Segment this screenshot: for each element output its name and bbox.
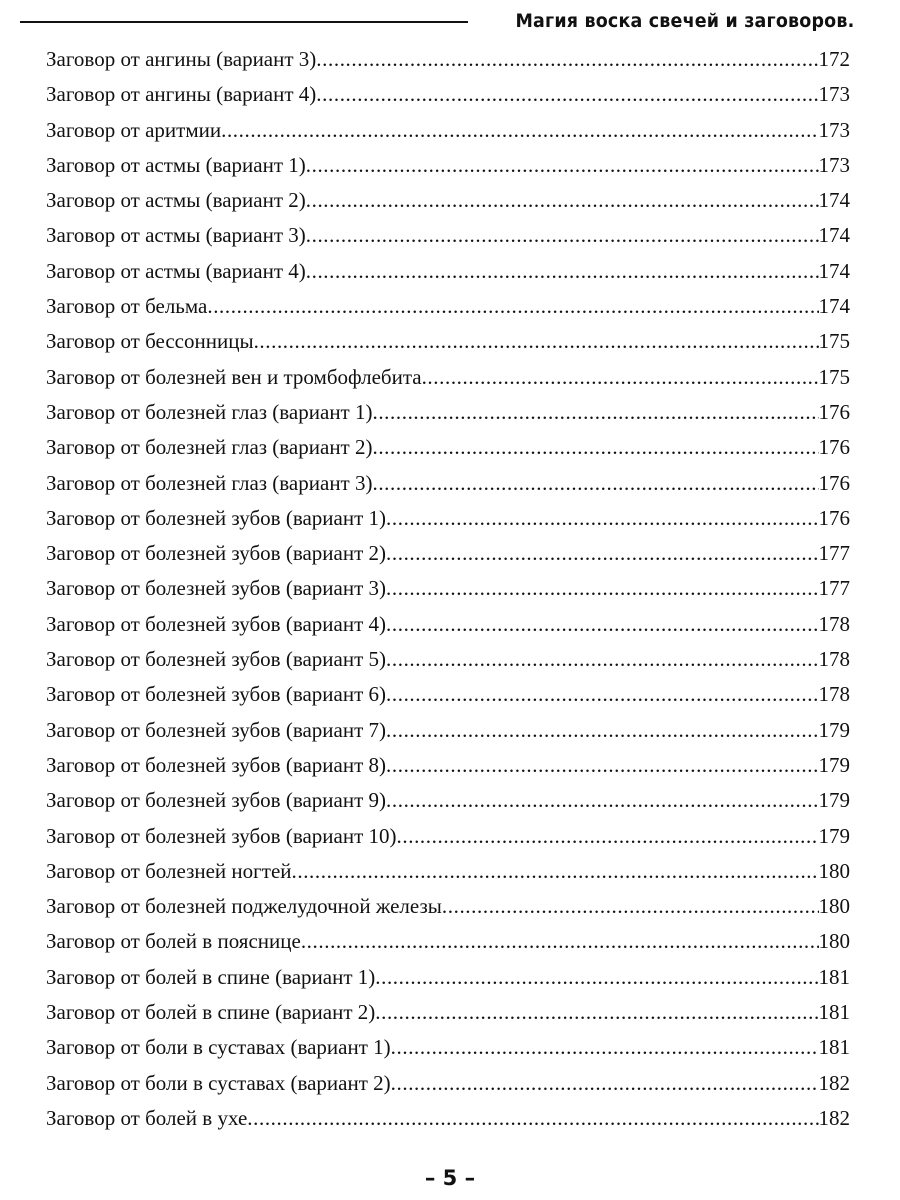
toc-dot-leader bbox=[306, 148, 819, 183]
toc-entry bbox=[46, 148, 850, 183]
toc-entry bbox=[46, 536, 850, 571]
toc-entry-title: Заговор от аритмии bbox=[46, 117, 222, 142]
toc-entry-title: Заговор от бельма bbox=[46, 294, 208, 319]
toc-entry bbox=[46, 113, 850, 148]
toc-entry bbox=[46, 571, 850, 606]
toc-entry-title: Заговор от болезней вен и тромбофлебита bbox=[46, 364, 422, 389]
toc-entry-page: 173 bbox=[818, 117, 850, 142]
toc-entry-page: 179 bbox=[818, 823, 850, 848]
toc-dot-leader bbox=[375, 960, 818, 995]
toc-entry-title: Заговор от болей в спине (вариант 1) bbox=[46, 964, 376, 989]
toc-dot-leader bbox=[386, 536, 818, 571]
toc-entry-page: 178 bbox=[818, 647, 850, 672]
toc-dot-leader bbox=[254, 324, 819, 359]
toc-entry-title: Заговор от болезней зубов (вариант 3) bbox=[46, 576, 387, 601]
toc-entry-title: Заговор от болезней зубов (вариант 9) bbox=[46, 788, 387, 813]
toc-entry bbox=[46, 748, 850, 783]
toc-entry-page: 181 bbox=[818, 1035, 850, 1060]
toc-entry-title: Заговор от бессонницы bbox=[46, 329, 254, 354]
toc-entry-title: Заговор от астмы (вариант 2) bbox=[46, 188, 306, 213]
toc-entry-title: Заговор от болей в ухе bbox=[46, 1105, 248, 1130]
toc-dot-leader bbox=[306, 183, 819, 218]
toc-entry bbox=[46, 42, 850, 77]
toc-entry bbox=[46, 183, 850, 218]
toc-dot-leader bbox=[207, 289, 818, 324]
toc-entry bbox=[46, 501, 850, 536]
toc-entry bbox=[46, 783, 850, 818]
toc-entry bbox=[46, 1030, 850, 1065]
toc-dot-leader bbox=[316, 77, 818, 112]
toc-entry-page: 179 bbox=[818, 788, 850, 813]
toc-entry bbox=[46, 713, 850, 748]
toc-entry-page: 173 bbox=[818, 152, 850, 177]
toc-entry-title: Заговор от болезней зубов (вариант 10) bbox=[46, 823, 397, 848]
running-header bbox=[20, 6, 854, 36]
toc-dot-leader bbox=[375, 995, 818, 1030]
toc-dot-leader bbox=[397, 819, 819, 854]
toc-entry-page: 178 bbox=[818, 611, 850, 636]
toc-dot-leader bbox=[386, 748, 818, 783]
toc-entry-page: 175 bbox=[818, 329, 850, 354]
toc-dot-leader bbox=[221, 113, 818, 148]
header-rule bbox=[20, 21, 468, 23]
toc-dot-leader bbox=[386, 713, 818, 748]
toc-entry bbox=[46, 642, 850, 677]
toc-dot-leader bbox=[247, 1101, 818, 1136]
toc-entry-page: 177 bbox=[818, 576, 850, 601]
toc-entry-page: 176 bbox=[818, 505, 850, 530]
toc-entry-page: 174 bbox=[818, 188, 850, 213]
toc-entry-title: Заговор от болезней зубов (вариант 8) bbox=[46, 752, 387, 777]
toc-entry-title: Заговор от болезней глаз (вариант 2) bbox=[46, 435, 373, 460]
toc-entry-title: Заговор от астмы (вариант 4) bbox=[46, 258, 306, 283]
toc-entry bbox=[46, 395, 850, 430]
page-number: – 5 – bbox=[424, 1166, 476, 1190]
toc-entry bbox=[46, 1066, 850, 1101]
toc-entry-page: 181 bbox=[818, 964, 850, 989]
toc-dot-leader bbox=[301, 924, 819, 959]
book-title: Магия воска свечей и заговоров. bbox=[515, 10, 854, 32]
toc-dot-leader bbox=[422, 360, 819, 395]
toc-dot-leader bbox=[391, 1030, 819, 1065]
toc-entry-title: Заговор от болезней зубов (вариант 5) bbox=[46, 647, 387, 672]
toc-dot-leader bbox=[372, 430, 818, 465]
toc-dot-leader bbox=[292, 854, 819, 889]
toc-entry-page: 180 bbox=[818, 894, 850, 919]
toc-entry-page: 181 bbox=[818, 1000, 850, 1025]
toc-dot-leader bbox=[386, 607, 818, 642]
toc-entry bbox=[46, 1101, 850, 1136]
toc-entry-page: 179 bbox=[818, 717, 850, 742]
toc-entry-page: 178 bbox=[818, 682, 850, 707]
toc-entry-page: 180 bbox=[818, 929, 850, 954]
toc-entry bbox=[46, 819, 850, 854]
toc-entry bbox=[46, 854, 850, 889]
toc-entry-title: Заговор от астмы (вариант 1) bbox=[46, 152, 306, 177]
toc-entry-title: Заговор от астмы (вариант 3) bbox=[46, 223, 306, 248]
toc-entry bbox=[46, 924, 850, 959]
toc-entry bbox=[46, 677, 850, 712]
toc-entry bbox=[46, 995, 850, 1030]
toc-entry-page: 176 bbox=[818, 399, 850, 424]
toc-dot-leader bbox=[372, 466, 818, 501]
toc-entry-page: 174 bbox=[818, 294, 850, 319]
toc-entry-page: 176 bbox=[818, 470, 850, 495]
toc-entry-title: Заговор от боли в суставах (вариант 1) bbox=[46, 1035, 391, 1060]
toc-entry-title: Заговор от болезней поджелудочной железы bbox=[46, 894, 442, 919]
toc-entry-page: 172 bbox=[818, 47, 850, 71]
table-of-contents bbox=[46, 42, 850, 1136]
toc-entry-page: 177 bbox=[818, 541, 850, 566]
toc-entry-page: 173 bbox=[818, 82, 850, 107]
toc-entry-title: Заговор от болезней зубов (вариант 7) bbox=[46, 717, 387, 742]
toc-dot-leader bbox=[386, 783, 818, 818]
toc-entry-title: Заговор от болей в пояснице bbox=[46, 929, 301, 954]
toc-entry bbox=[46, 289, 850, 324]
toc-entry-title: Заговор от болей в спине (вариант 2) bbox=[46, 1000, 376, 1025]
toc-dot-leader bbox=[306, 218, 819, 253]
toc-dot-leader bbox=[306, 254, 819, 289]
toc-entry-title: Заговор от болезней зубов (вариант 4) bbox=[46, 611, 387, 636]
toc-dot-leader bbox=[372, 395, 818, 430]
toc-entry bbox=[46, 77, 850, 112]
toc-entry-title: Заговор от болезней зубов (вариант 1) bbox=[46, 505, 387, 530]
toc-entry bbox=[46, 360, 850, 395]
toc-entry-title: Заговор от ангины (вариант 3) bbox=[46, 47, 317, 71]
toc-entry-page: 175 bbox=[818, 364, 850, 389]
toc-dot-leader bbox=[391, 1066, 819, 1101]
toc-entry bbox=[46, 466, 850, 501]
toc-entry-title: Заговор от боли в суставах (вариант 2) bbox=[46, 1070, 391, 1095]
toc-entry bbox=[46, 960, 850, 995]
toc-entry-page: 174 bbox=[818, 258, 850, 283]
toc-entry-page: 182 bbox=[818, 1105, 850, 1130]
toc-entry-title: Заговор от болезней ногтей bbox=[46, 858, 292, 883]
toc-dot-leader bbox=[442, 889, 819, 924]
toc-dot-leader bbox=[386, 677, 818, 712]
toc-entry-page: 174 bbox=[818, 223, 850, 248]
toc-entry bbox=[46, 607, 850, 642]
toc-entry-title: Заговор от болезней глаз (вариант 1) bbox=[46, 399, 373, 424]
toc-entry-page: 176 bbox=[818, 435, 850, 460]
toc-entry-title: Заговор от болезней зубов (вариант 2) bbox=[46, 541, 387, 566]
toc-entry-page: 182 bbox=[818, 1070, 850, 1095]
toc-dot-leader bbox=[386, 501, 818, 536]
toc-dot-leader bbox=[316, 42, 818, 77]
toc-dot-leader bbox=[386, 571, 818, 606]
toc-entry-title: Заговор от ангины (вариант 4) bbox=[46, 82, 317, 107]
toc-entry bbox=[46, 324, 850, 359]
toc-entry bbox=[46, 430, 850, 465]
toc-entry bbox=[46, 254, 850, 289]
toc-entry-page: 180 bbox=[818, 858, 850, 883]
toc-entry-page: 179 bbox=[818, 752, 850, 777]
toc-entry-title: Заговор от болезней зубов (вариант 6) bbox=[46, 682, 387, 707]
toc-dot-leader bbox=[386, 642, 818, 677]
toc-entry bbox=[46, 889, 850, 924]
toc-entry-title: Заговор от болезней глаз (вариант 3) bbox=[46, 470, 373, 495]
toc-entry bbox=[46, 218, 850, 253]
